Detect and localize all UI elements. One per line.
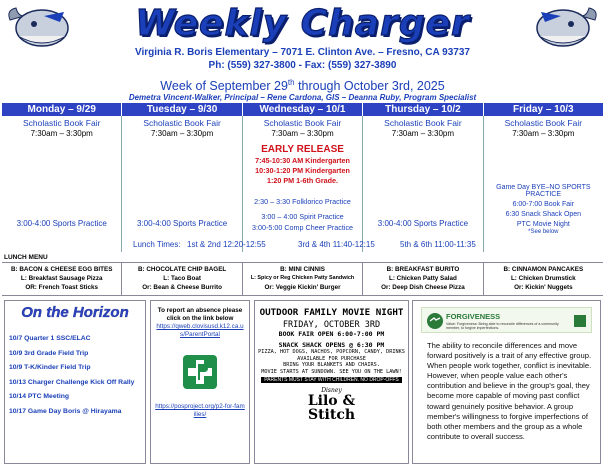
lunch-times-label: Lunch Times:: [133, 240, 181, 249]
book-fair-label: Scholastic Book Fair: [143, 118, 221, 128]
day-cell-thursday: [363, 116, 483, 252]
activity-line: Game Day BYE–NO SPORTS PRACTICE: [496, 184, 591, 198]
forgiveness-title: FORGIVENESS: [446, 312, 501, 321]
absence-panel: [150, 300, 250, 464]
movie-available: AVAILABLE FOR PURCHASE: [297, 355, 366, 362]
menu-cell-tuesday: B: CHOCOLATE CHIP BAGEL L: Taco Boat Or: Bean & Cheese Burrito: [122, 263, 242, 295]
menu-cell-wednesday: B: MINI CINNIS L: Spicy or Reg Chicken Patty Sandwich Or: Veggie Kickin' Burger: [243, 263, 363, 295]
badge-icon: [573, 314, 587, 328]
absence-note: To report an absence please click on the link below: [157, 307, 243, 322]
book-fair-time: 7:30am – 3:30pm: [512, 129, 575, 138]
handshake-icon: [426, 312, 444, 330]
school-address: Virginia R. Boris Elementary – 7071 E. Clinton Ave. – Fresno, CA 93737: [135, 47, 470, 58]
pos-project-link[interactable]: https://posproject.org/p2-for-families/: [155, 403, 245, 418]
movie-date: FRIDAY, OCTOBER 3RD: [282, 320, 381, 330]
lunch-menu: [2, 262, 603, 296]
horizon-item: 10/17 Game Day Boris @ Hirayama: [9, 407, 122, 415]
book-fair-label: Scholastic Book Fair: [263, 118, 342, 128]
movie-book-fair: BOOK FAIR OPEN 6:00-7:00 PM: [278, 330, 385, 338]
book-fair-label: Scholastic Book Fair: [22, 118, 101, 128]
book-fair-time: 7:30am – 3:30pm: [150, 129, 214, 138]
sports-practice: 3:00-4:00 Sports Practice: [136, 219, 228, 228]
day-cell-tuesday: [122, 116, 242, 252]
forgiveness-body: The ability to reconcile differences and move forward positively is a trait of any effective group. When people work together, conflict is inevitable. However, when people value each other's contribution and believe in the group's goal, they become more capable of moving past conflict toward genuinely positive behavior. A group member's willingness to forgive imperfections of both other members and the group as a whole contribute to overall success.: [427, 341, 592, 441]
day-cell-wednesday: [243, 116, 363, 252]
lilo-stitch-logo-icon: Disney Lilo & Stitch: [307, 387, 356, 423]
activity-line: 2:30 – 3:30 Folklorico Practice: [254, 197, 351, 206]
activity-line: 3:00 – 4:00 Spirit Practice: [261, 212, 344, 221]
book-fair-time: 7:30am – 3:30pm: [391, 129, 455, 138]
movie-night-flyer: [254, 300, 409, 464]
book-fair-label: Scholastic Book Fair: [504, 118, 583, 128]
school-phone: Ph: (559) 327-3800 - Fax: (559) 327-3890: [208, 60, 397, 71]
day-cell-friday: [484, 116, 603, 252]
menu-cell-monday: B: BACON & CHEESE EGG BITES L: Breakfast Sausage Pizza OR: French Toast Sticks: [2, 263, 122, 295]
movie-banner: PARENTS MUST STAY WITH CHILDREN. NO DROP-OFFS: [261, 377, 402, 383]
weekly-schedule: [2, 103, 603, 252]
movie-food: PIZZA, HOT DOGS, NACHOS, POPCORN, CANDY, DRINKS: [258, 349, 405, 355]
activity-line: 6:30 Snack Shack Open: [505, 211, 582, 218]
book-fair-time: 7:30am – 3:30pm: [271, 129, 334, 138]
newsletter-title: Weekly Charger: [135, 3, 470, 44]
lunch-time-5-6: 5th & 6th 11:00-11:35: [400, 240, 476, 249]
book-fair-label: Scholastic Book Fair: [384, 118, 462, 128]
early-release-title: EARLY RELEASE: [261, 144, 344, 155]
lunch-time-3-4: 3rd & 4th 11:40-12:15: [298, 240, 375, 249]
horizon-item: 10/7 Quarter 1 SSC/ELAC: [9, 335, 91, 342]
movie-bring: BRING YOUR BLANKETS AND CHAIRS.: [283, 362, 380, 368]
parent-portal-link[interactable]: https://qweb.clovisusd.k12.ca.us/ParentPortal: [156, 323, 244, 338]
day-header-monday: Monday – 9/29: [2, 103, 122, 116]
early-release-line: 1:20 PM 1-6th Grade.: [266, 176, 339, 185]
horizon-item: 10/13 Charger Challenge Kick Off Rally: [9, 378, 135, 386]
early-release-line: 7:45-10:30 AM Kindergarten: [255, 156, 350, 165]
horizon-item: 10/9 3rd Grade Field Trip: [9, 349, 89, 357]
activity-line: 6:00-7:00 Book Fair: [512, 201, 575, 208]
lunch-time-1-2: 1st & 2nd 12:20-12:55: [187, 240, 266, 249]
day-header-thursday: Thursday – 10/2: [363, 103, 483, 116]
activity-line: *See below: [528, 229, 559, 235]
week-range: Week of September 29th through October 3rd, 2025: [160, 78, 445, 94]
lunch-menu-label: LUNCH MENU: [4, 254, 48, 261]
early-release-line: 10:30-1:20 PM Kindergarten: [255, 166, 350, 175]
movie-title: OUTDOOR FAMILY MOVIE NIGHT: [259, 307, 404, 318]
horizon-item: 10/9 T-K/Kinder Field Trip: [9, 364, 91, 372]
staff-line: Demetra Vincent-Walker, Principal – Rene Cardona, GIS – Deanna Ruby, Program Specialist: [128, 93, 477, 102]
horizon-item: 10/14 PTC Meeting: [9, 393, 70, 401]
pos-project-logo-icon: [183, 355, 217, 389]
day-header-friday: Friday – 10/3: [484, 103, 603, 116]
forgiveness-subtitle: Value: Forgiveness: Being able to reconcile differences of a community member, to forgive imperfections.: [446, 322, 559, 330]
day-header-tuesday: Tuesday – 9/30: [122, 103, 242, 116]
book-fair-time: 7:30am – 3:30pm: [30, 129, 93, 138]
movie-starts: MOVIE STARTS AT SUNDOWN. SEE YOU ON THE LAWN!: [261, 368, 402, 375]
on-the-horizon-panel: [4, 300, 146, 464]
movie-snack: SNACK SHACK OPENS @ 6:30 PM: [278, 341, 385, 349]
activity-line: 3:00-5:00 Comp Cheer Practice: [251, 223, 354, 232]
forgiveness-panel: [412, 300, 601, 464]
day-header-wednesday: Wednesday – 10/1: [243, 103, 363, 116]
menu-cell-thursday: B: BREAKFAST BURITO L: Chicken Patty Salad Or: Deep Dish Cheese Pizza: [363, 263, 483, 295]
forgiveness-card: [421, 307, 592, 333]
menu-cell-friday: B: CINNAMON PANCAKES L: Chicken Drumstick Or: Kickin' Nuggets: [503, 266, 584, 291]
horizon-title: On the Horizon: [21, 304, 129, 321]
sports-practice: 3:00-4:00 Sports Practice: [377, 219, 469, 228]
day-cell-monday: [2, 116, 122, 252]
sports-practice: 3:00-4:00 Sports Practice: [16, 219, 107, 228]
activity-line: PTC Movie Night: [516, 221, 570, 228]
